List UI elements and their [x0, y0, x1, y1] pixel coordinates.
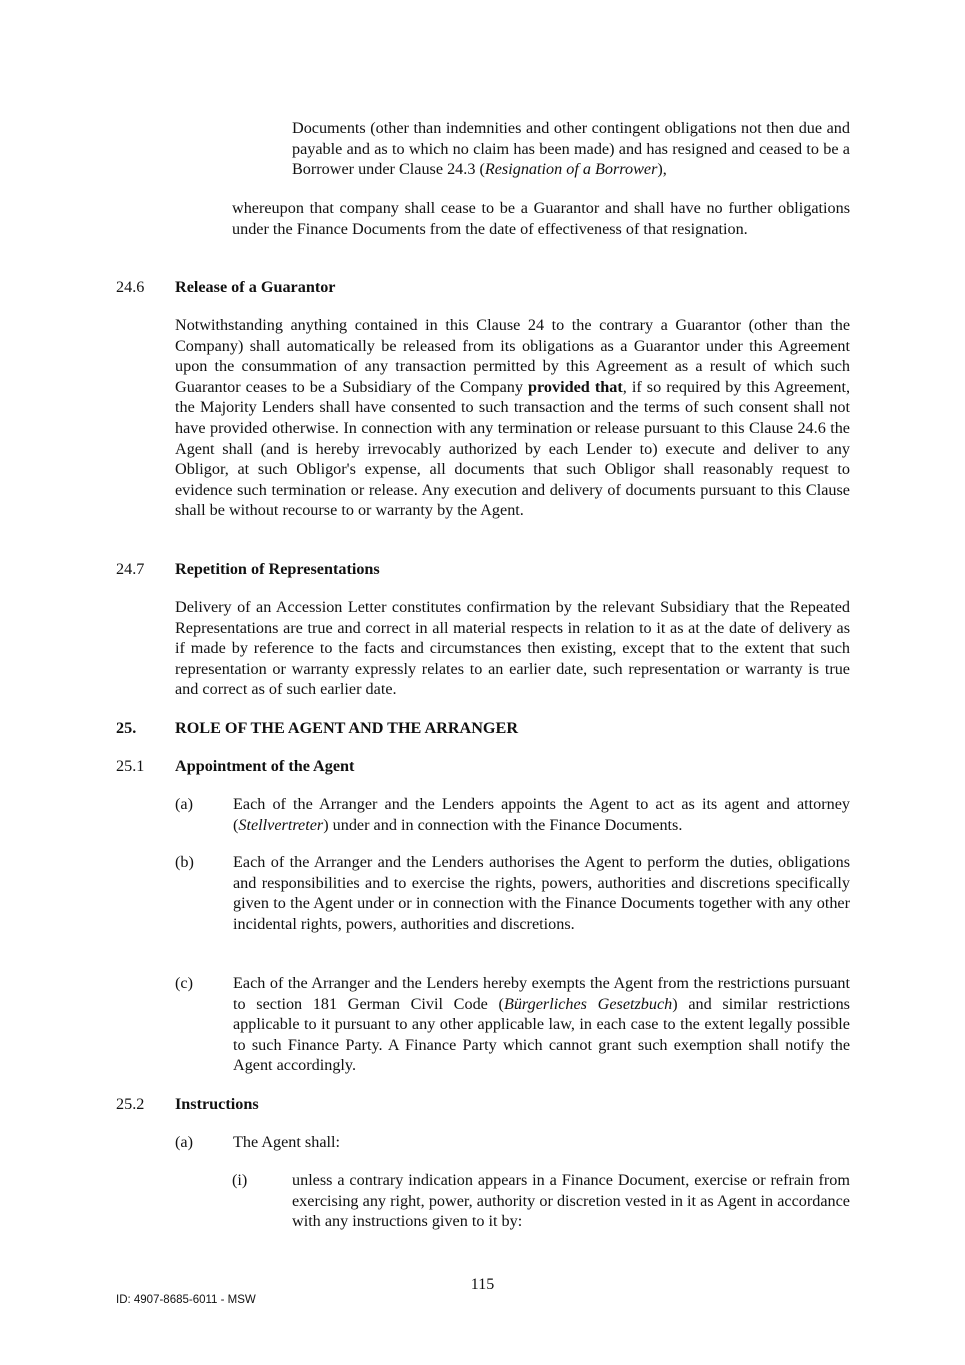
clause-25-2-a-i-label: (i): [232, 1171, 248, 1189]
clause-24-7-body: Delivery of an Accession Letter constitutes confirmation by the relevant Subsidiary that the Repeated Representations are true and correct in all material respects in relation to it as at the date of delivery as if made by reference to the facts and circumstances then existing, except that to the extent that such representation or warranty expressly relates to an earlier date, such representation or warranty is true and correct as of such earlier date.: [175, 598, 850, 699]
clause-24-6-number: 24.6: [116, 278, 145, 296]
clause-25-1-c-label: (c): [175, 974, 193, 992]
clause-25-1-number: 25.1: [116, 757, 145, 775]
clause-25-1-a-label: (a): [175, 795, 193, 813]
clause-25-2-title: Instructions: [175, 1095, 259, 1113]
clause-25-2-a-label: (a): [175, 1133, 193, 1151]
clause-24-7-title: Repetition of Representations: [175, 560, 380, 578]
clause-25-1-title: Appointment of the Agent: [175, 757, 355, 775]
clause-25-number: 25.: [116, 719, 137, 737]
clause-24-6-title: Release of a Guarantor: [175, 278, 336, 296]
clause-25-2-number: 25.2: [116, 1095, 145, 1113]
document-id: ID: 4907-8685-6011 - MSW: [116, 1294, 256, 1306]
clause-25-2-a-i-text: unless a contrary indication appears in a Finance Document, exercise or refrain from exercising any right, power, authority or discretion vested in it as Agent in accordance with any instructions given to it by:: [292, 1171, 850, 1231]
clause-25-1-b-label: (b): [175, 853, 194, 871]
clause-24-6-body: Notwithstanding anything contained in this Clause 24 to the contrary a Guarantor (other than the Company) shall automatically be released from its obligations as a Guarantor under this Agreement upon the consummation of any transaction permitted by this Agreement as a result of which such Guarantor ceases to be a Subsidiary of the Company provided that, if so required by this Agreement, the Majority Lenders shall have consented to such transaction and the terms of such consent shall not have provided otherwise. In connection with any termination or release pursuant to this Clause 24.6 the Agent shall (and is hereby irrevocably authorized by each Lender to) execute and deliver to any Obligor, at such Obligor's expense, all documents that such Obligor shall reasonably request to evidence such termination or release. Any execution and delivery of documents pursuant to this Clause shall be without recourse to or warranty by the Agent.: [175, 316, 850, 520]
clause-25-2-a-text: The Agent shall:: [233, 1133, 340, 1151]
clause-25-1-a-text: Each of the Arranger and the Lenders appoints the Agent to act as its agent and attorney (Stellvertreter) under and in connection with the Finance Documents.: [233, 795, 850, 834]
page-number: 115: [470, 1276, 495, 1293]
clause-25-1-b-text: Each of the Arranger and the Lenders authorises the Agent to perform the duties, obligations and responsibilities and to exercise the rights, powers, authorities and discretions specifically given to the Agent under or in connection with the Finance Documents together with any other incidental rights, powers, authorities and discretions.: [233, 853, 850, 933]
clause-25-1-c-text: Each of the Arranger and the Lenders hereby exempts the Agent from the restrictions pursuant to section 181 German Civil Code (Bürgerliches Gesetzbuch) and similar restrictions applicable to it pursuant to any other applicable law, in each case to the extent legally possible to such Finance Party. A Finance Party which cannot grant such exemption shall notify the Agent accordingly.: [233, 974, 850, 1075]
clause-25-title: ROLE OF THE AGENT AND THE ARRANGER: [175, 719, 519, 737]
continued-item-text: Documents (other than indemnities and other contingent obligations not then due and payable and as to which no claim has been made) and has resigned and ceased to be a Borrower under Clause 24.3 (Resignation of a Borrower),: [292, 119, 850, 179]
whereupon-paragraph: whereupon that company shall cease to be a Guarantor and shall have no further obligations under the Finance Documents from the date of effectiveness of that resignation.: [232, 199, 850, 238]
clause-24-7-number: 24.7: [116, 560, 145, 578]
